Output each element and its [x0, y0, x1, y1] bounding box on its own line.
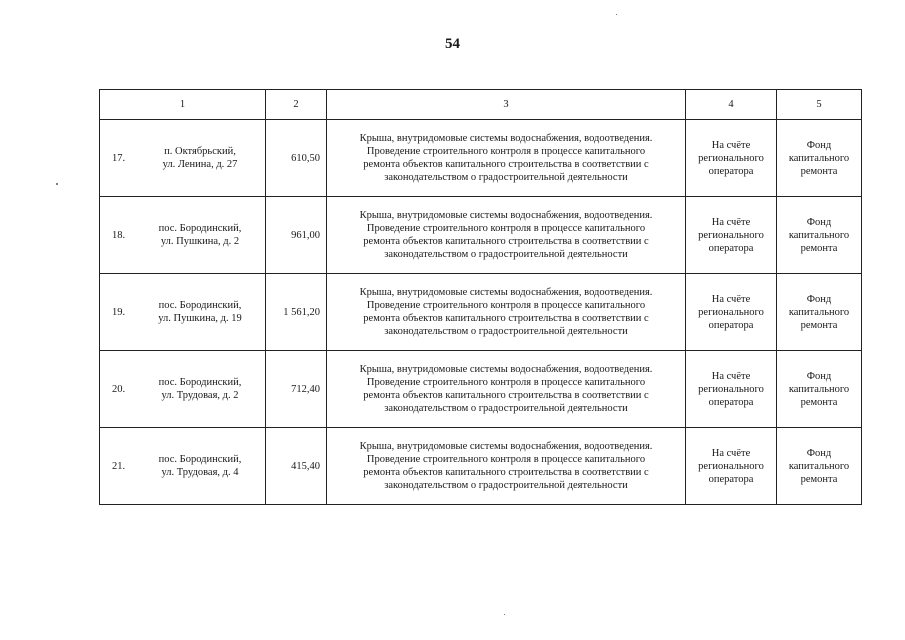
work-cell — [327, 120, 686, 197]
fund-line-2: капитального — [788, 306, 850, 318]
row-number: 17. — [112, 152, 126, 164]
account-line-3: оператора — [708, 319, 754, 331]
work-line-4: законодательством о градостроительной деятельности — [384, 403, 628, 414]
address-line-2: ул. Пушкина, д. 19 — [158, 313, 242, 324]
work-cell — [327, 197, 686, 274]
header-col-1: 1 — [100, 90, 266, 120]
address-cell — [100, 428, 266, 505]
row-number: 21. — [112, 460, 126, 472]
account-line-1: На счёте — [711, 216, 751, 228]
row-number: 18. — [112, 229, 126, 241]
area-cell: 712,40 — [266, 351, 327, 428]
account-line-2: регионального — [698, 306, 764, 318]
account-line-3: оператора — [708, 473, 754, 485]
work-cell — [327, 274, 686, 351]
scan-speck — [616, 14, 617, 15]
account-cell — [686, 197, 777, 274]
work-line-3: ремонта объектов капитального строительства в соответствии с — [363, 313, 649, 324]
fund-line-1: Фонд — [806, 447, 832, 459]
address-line-2: ул. Трудовая, д. 2 — [161, 390, 239, 401]
work-line-1: Крыша, внутридомовые системы водоснабжения, водоотведения. — [359, 441, 653, 452]
account-line-2: регионального — [698, 152, 764, 164]
header-col-5: 5 — [777, 90, 862, 120]
work-line-3: ремонта объектов капитального строительства в соответствии с — [363, 159, 649, 170]
fund-line-2: капитального — [788, 460, 850, 472]
address-line-1: пос. Бородинский, — [158, 223, 242, 234]
work-line-2: Проведение строительного контроля в процессе капитального — [366, 300, 646, 311]
work-line-1: Крыша, внутридомовые системы водоснабжения, водоотведения. — [359, 364, 653, 375]
area-cell: 1 561,20 — [266, 274, 327, 351]
table-row — [100, 351, 862, 428]
fund-line-2: капитального — [788, 229, 850, 241]
address-line-2: ул. Пушкина, д. 2 — [160, 236, 240, 247]
account-cell — [686, 274, 777, 351]
header-col-2: 2 — [266, 90, 327, 120]
address — [144, 299, 250, 325]
account-line-2: регионального — [698, 229, 764, 241]
table-row — [100, 274, 862, 351]
address-line-1: пос. Бородинский, — [158, 377, 242, 388]
scan-speck — [56, 183, 58, 185]
fund-line-1: Фонд — [806, 139, 832, 151]
work-line-2: Проведение строительного контроля в процессе капитального — [366, 223, 646, 234]
fund-line-2: капитального — [788, 152, 850, 164]
fund-cell — [777, 120, 862, 197]
fund-line-3: ремонта — [800, 473, 838, 485]
work-line-1: Крыша, внутридомовые системы водоснабжения, водоотведения. — [359, 287, 653, 298]
address-line-2: ул. Трудовая, д. 4 — [161, 467, 239, 478]
address-cell — [100, 120, 266, 197]
address — [144, 222, 250, 248]
work-line-2: Проведение строительного контроля в процессе капитального — [366, 377, 646, 388]
account-cell — [686, 428, 777, 505]
row-number: 20. — [112, 383, 126, 395]
address-line-1: п. Октябрьский, — [164, 146, 236, 157]
work-line-4: законодательством о градостроительной деятельности — [384, 249, 628, 260]
work-cell — [327, 351, 686, 428]
fund-line-2: капитального — [788, 383, 850, 395]
account-line-3: оператора — [708, 165, 754, 177]
scan-speck — [504, 614, 505, 615]
header-col-3: 3 — [327, 90, 686, 120]
account-line-3: оператора — [708, 242, 754, 254]
header-row — [100, 90, 862, 120]
repair-table — [99, 89, 862, 505]
account-line-2: регионального — [698, 460, 764, 472]
work-line-4: законодательством о градостроительной деятельности — [384, 172, 628, 183]
work-line-4: законодательством о градостроительной деятельности — [384, 480, 628, 491]
area-cell: 961,00 — [266, 197, 327, 274]
work-cell — [327, 428, 686, 505]
work-line-4: законодательством о градостроительной деятельности — [384, 326, 628, 337]
fund-line-1: Фонд — [806, 293, 832, 305]
account-line-1: На счёте — [711, 293, 751, 305]
address-line-2: ул. Ленина, д. 27 — [162, 159, 238, 170]
fund-line-3: ремонта — [800, 396, 838, 408]
account-line-3: оператора — [708, 396, 754, 408]
account-line-1: На счёте — [711, 139, 751, 151]
fund-cell — [777, 428, 862, 505]
table-row — [100, 428, 862, 505]
work-line-2: Проведение строительного контроля в процессе капитального — [366, 146, 646, 157]
work-line-1: Крыша, внутридомовые системы водоснабжения, водоотведения. — [359, 133, 653, 144]
work-line-3: ремонта объектов капитального строительства в соответствии с — [363, 236, 649, 247]
header-col-4: 4 — [686, 90, 777, 120]
fund-line-3: ремонта — [800, 165, 838, 177]
area-cell: 610,50 — [266, 120, 327, 197]
address-cell — [100, 197, 266, 274]
fund-line-1: Фонд — [806, 370, 832, 382]
row-number: 19. — [112, 306, 126, 318]
fund-cell — [777, 351, 862, 428]
area-cell: 415,40 — [266, 428, 327, 505]
address-cell — [100, 274, 266, 351]
address-line-1: пос. Бородинский, — [158, 300, 242, 311]
address — [144, 453, 250, 479]
address — [144, 145, 250, 171]
account-cell — [686, 120, 777, 197]
account-cell — [686, 351, 777, 428]
page-number: 54 — [445, 36, 460, 52]
fund-cell — [777, 274, 862, 351]
work-line-3: ремонта объектов капитального строительства в соответствии с — [363, 390, 649, 401]
address-cell — [100, 351, 266, 428]
address-line-1: пос. Бородинский, — [158, 454, 242, 465]
work-line-3: ремонта объектов капитального строительства в соответствии с — [363, 467, 649, 478]
address — [144, 376, 250, 402]
fund-line-1: Фонд — [806, 216, 832, 228]
table-row — [100, 120, 862, 197]
account-line-2: регионального — [698, 383, 764, 395]
account-line-1: На счёте — [711, 370, 751, 382]
work-line-2: Проведение строительного контроля в процессе капитального — [366, 454, 646, 465]
work-line-1: Крыша, внутридомовые системы водоснабжения, водоотведения. — [359, 210, 653, 221]
table-row — [100, 197, 862, 274]
fund-line-3: ремонта — [800, 319, 838, 331]
account-line-1: На счёте — [711, 447, 751, 459]
fund-line-3: ремонта — [800, 242, 838, 254]
fund-cell — [777, 197, 862, 274]
